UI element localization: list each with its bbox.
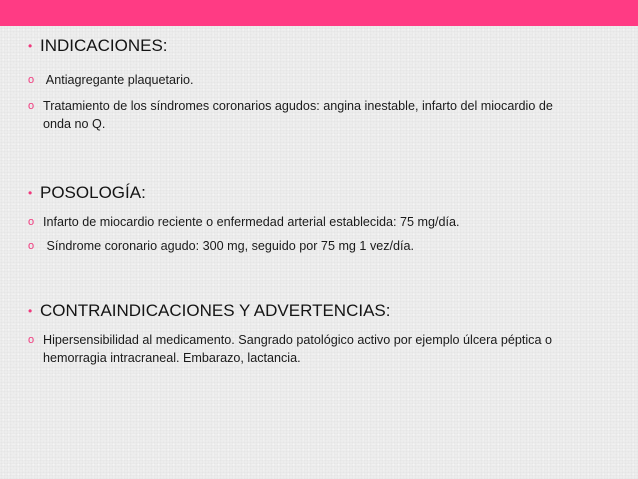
- circle-bullet-icon: o: [28, 74, 35, 86]
- list-item: [28, 331, 588, 367]
- section-heading-contraindicaciones: [28, 301, 390, 321]
- circle-bullet-icon: o: [28, 100, 35, 112]
- list-item-text: Infarto de miocardio reciente o enfermedad arterial establecida: 75 mg/día.: [43, 215, 460, 229]
- list-item-text: Hipersensibilidad al medicamento. Sangrado patológico activo por ejemplo úlcera péptica o hemorragia intracraneal. Embarazo, lactancia.: [43, 333, 552, 365]
- heading-text: CONTRAINDICACIONES Y ADVERTENCIAS:: [40, 301, 391, 320]
- bullet-dot-icon: •: [28, 39, 33, 53]
- list-item: [28, 213, 588, 231]
- circle-bullet-icon: o: [28, 240, 35, 252]
- circle-bullet-icon: o: [28, 334, 35, 346]
- bullet-dot-icon: •: [28, 186, 33, 200]
- circle-bullet-icon: o: [28, 216, 35, 228]
- section-heading-indicaciones: [28, 36, 168, 56]
- list-item-text: Tratamiento de los síndromes coronarios agudos: angina inestable, infarto del miocardio de onda no Q.: [43, 99, 553, 131]
- heading-text: POSOLOGÍA:: [40, 183, 146, 202]
- list-item-text: Síndrome coronario agudo: 300 mg, seguido por 75 mg 1 vez/día.: [43, 239, 415, 253]
- bullet-dot-icon: •: [28, 304, 33, 318]
- section-heading-posologia: [28, 183, 146, 203]
- list-item-text: Antiagregante plaquetario.: [43, 73, 194, 87]
- list-item: [28, 71, 588, 89]
- list-item: [28, 237, 588, 255]
- list-item: [28, 97, 588, 133]
- heading-text: INDICACIONES:: [40, 36, 168, 55]
